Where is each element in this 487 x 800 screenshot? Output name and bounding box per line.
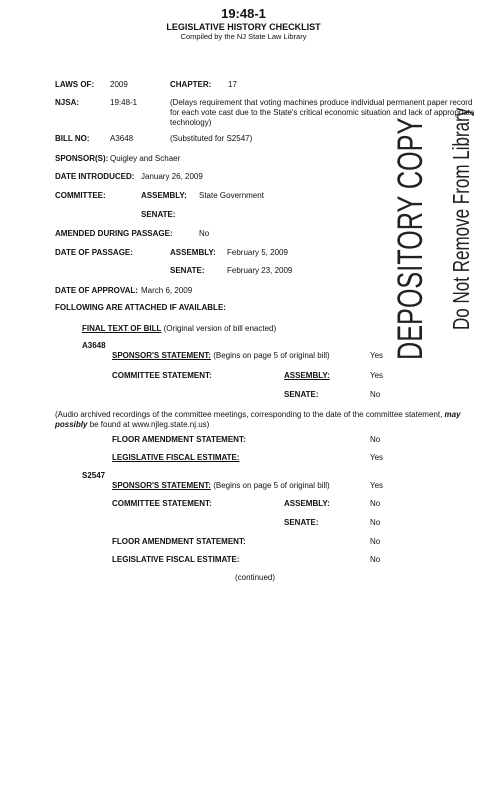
- audio-note-emphasis: may possibly: [55, 410, 461, 429]
- committee-label: COMMITTEE:: [55, 191, 106, 200]
- a3648-fiscal-value: Yes: [370, 453, 384, 462]
- sponsors-value: Quigley and Schaer: [110, 154, 181, 163]
- date-introduced-label: DATE INTRODUCED:: [55, 172, 135, 181]
- njsa-label: NJSA:: [55, 98, 80, 107]
- passage-assembly-label: ASSEMBLY:: [170, 248, 216, 257]
- depository-stamp-secondary: Do Not Remove From Library: [448, 107, 474, 330]
- final-text-row: [82, 324, 276, 334]
- s2547-bill-label: S2547: [82, 471, 106, 480]
- passage-assembly-value: February 5, 2009: [227, 248, 288, 257]
- s2547-sponsor-label: SPONSOR'S STATEMENT:: [112, 481, 211, 490]
- amended-value: No: [199, 229, 210, 238]
- laws-of-value: 2009: [110, 80, 128, 89]
- continued-note: (continued): [235, 573, 276, 582]
- a3648-committee-label: COMMITTEE STATEMENT:: [112, 371, 212, 380]
- date-introduced-value: January 26, 2009: [141, 172, 203, 181]
- a3648-committee-senate-value: No: [370, 390, 381, 399]
- s2547-sponsor-note: (Begins on page 5 of original bill): [213, 481, 330, 490]
- date-approval-value: March 6, 2009: [141, 286, 193, 295]
- bill-substituted: (Substituted for S2547): [170, 134, 253, 143]
- checklist-title: LEGISLATIVE HISTORY CHECKLIST: [166, 22, 321, 32]
- njsa-value: 19:48-1: [110, 98, 138, 107]
- s2547-sponsor-row: [112, 481, 330, 491]
- s2547-committee-senate-value: No: [370, 518, 381, 527]
- amended-label: AMENDED DURING PASSAGE:: [55, 229, 173, 238]
- a3648-bill-label: A3648: [82, 341, 106, 350]
- bill-no-label: BILL NO:: [55, 134, 90, 143]
- date-passage-label: DATE OF PASSAGE:: [55, 248, 133, 257]
- a3648-sponsor-row: [112, 351, 330, 361]
- audio-note-pre: (Audio archived recordings of the committee meetings, corresponding to the date of the committee statement,: [55, 410, 445, 419]
- a3648-committee-senate-label: SENATE:: [284, 390, 319, 399]
- committee-senate-label: SENATE:: [141, 210, 176, 219]
- audio-note-post: be found at www.njleg.state.nj.us): [89, 420, 210, 429]
- s2547-fiscal-label: LEGISLATIVE FISCAL ESTIMATE:: [112, 555, 240, 564]
- a3648-floor-label: FLOOR AMENDMENT STATEMENT:: [112, 435, 246, 444]
- a3648-floor-value: No: [370, 435, 381, 444]
- bill-no-value: A3648: [110, 134, 134, 143]
- laws-of-label: LAWS OF:: [55, 80, 95, 89]
- a3648-sponsor-label: SPONSOR'S STATEMENT:: [112, 351, 211, 360]
- a3648-sponsor-value: Yes: [370, 351, 384, 360]
- s2547-sponsor-value: Yes: [370, 481, 384, 490]
- chapter-value: 17: [228, 80, 237, 89]
- a3648-committee-assembly-label: ASSEMBLY:: [284, 371, 330, 380]
- s2547-committee-label: COMMITTEE STATEMENT:: [112, 499, 212, 508]
- s2547-fiscal-value: No: [370, 555, 381, 564]
- passage-senate-label: SENATE:: [170, 266, 205, 275]
- committee-assembly-value: State Government: [199, 191, 264, 200]
- citation-title: 19:48-1: [221, 6, 266, 21]
- chapter-label: CHAPTER:: [170, 80, 212, 89]
- attached-label: FOLLOWING ARE ATTACHED IF AVAILABLE:: [55, 303, 226, 312]
- s2547-committee-assembly-label: ASSEMBLY:: [284, 499, 330, 508]
- njsa-description: (Delays requirement that voting machines produce individual permanent paper record for each vote cast due to the State's critical economic situation and lack of appropriate technology): [170, 98, 475, 127]
- depository-stamp-primary: DEPOSITORY COPY: [391, 117, 430, 360]
- passage-senate-value: February 23, 2009: [227, 266, 293, 275]
- committee-assembly-label: ASSEMBLY:: [141, 191, 187, 200]
- s2547-committee-assembly-value: No: [370, 499, 381, 508]
- compiled-by: Compiled by the NJ State Law Library: [180, 32, 307, 41]
- date-approval-label: DATE OF APPROVAL:: [55, 286, 138, 295]
- a3648-sponsor-note: (Begins on page 5 of original bill): [213, 351, 330, 360]
- s2547-floor-label: FLOOR AMENDMENT STATEMENT:: [112, 537, 246, 546]
- s2547-floor-value: No: [370, 537, 381, 546]
- audio-note: [55, 410, 485, 430]
- sponsors-label: SPONSOR(S):: [55, 154, 109, 163]
- final-text-label: FINAL TEXT OF BILL: [82, 324, 162, 333]
- final-text-note: (Original version of bill enacted): [163, 324, 277, 333]
- s2547-committee-senate-label: SENATE:: [284, 518, 319, 527]
- a3648-fiscal-label: LEGISLATIVE FISCAL ESTIMATE:: [112, 453, 240, 462]
- a3648-committee-assembly-value: Yes: [370, 371, 384, 380]
